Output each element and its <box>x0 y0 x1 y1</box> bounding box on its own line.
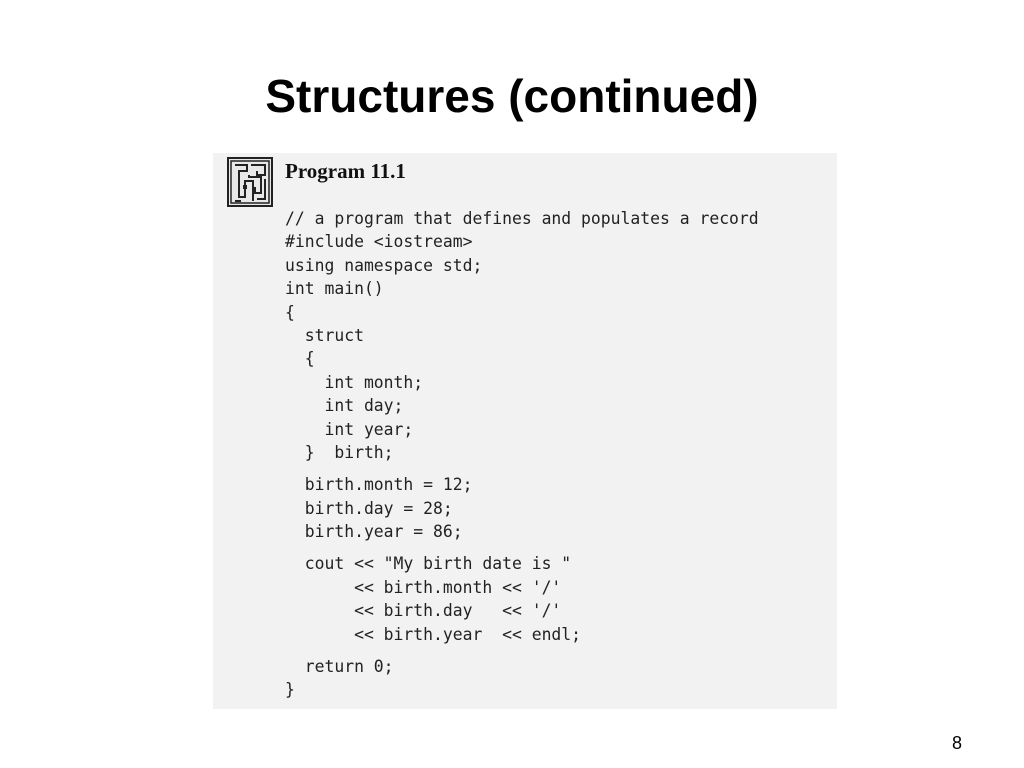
code-line: } birth; <box>285 442 394 462</box>
code-line: int year; <box>285 419 414 439</box>
code-line: struct <box>285 325 364 345</box>
code-line: using namespace std; <box>285 255 483 275</box>
code-line: << birth.year << endl; <box>285 624 582 644</box>
code-line: // a program that defines and populates a record <box>285 209 759 228</box>
code-line: << birth.month << '/' <box>285 577 562 597</box>
program-title: Program 11.1 <box>285 159 406 183</box>
code-line: birth.year = 86; <box>285 522 463 542</box>
code-line: { <box>285 349 315 369</box>
code-line: return 0; <box>285 657 394 677</box>
page-number: 8 <box>951 733 962 753</box>
code-line: birth.day = 28; <box>285 498 453 518</box>
code-line: #include <iostream> <box>285 232 473 252</box>
code-line: int day; <box>285 396 404 416</box>
code-line: << birth.day << '/' <box>285 601 562 621</box>
program-listing <box>213 153 837 709</box>
code-line: { <box>285 302 295 322</box>
circuit-maze-icon <box>227 157 273 207</box>
code-line: birth.month = 12; <box>285 475 473 495</box>
code-line: cout << "My birth date is " <box>285 554 572 574</box>
code-block <box>285 207 759 702</box>
slide-title: Structures (continued) <box>265 70 759 122</box>
code-line: } <box>285 680 295 700</box>
code-line: int main() <box>285 279 384 299</box>
code-line: int month; <box>285 372 424 392</box>
